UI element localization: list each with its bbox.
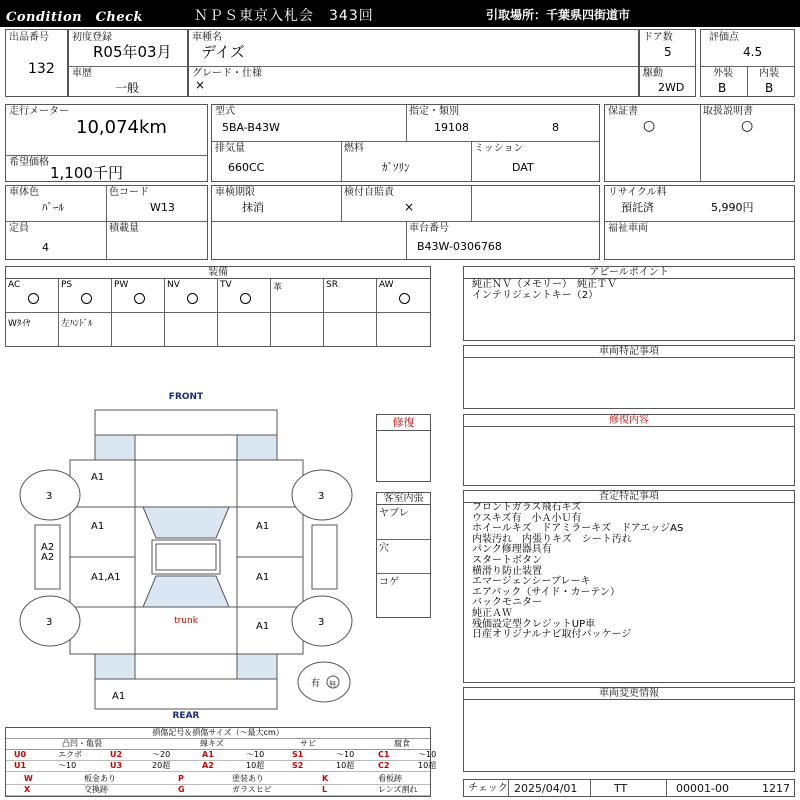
legend-row bbox=[6, 785, 430, 796]
vehicle-name: デイズ bbox=[201, 43, 245, 61]
lot-number-box: 出品番号 132 bbox=[5, 29, 68, 97]
mark-door-rl: A1,A1 bbox=[91, 572, 121, 583]
equipment-item bbox=[377, 279, 430, 313]
note-line: ウスキズ有 小Ａ小Ｕ有 bbox=[472, 512, 582, 524]
check-number: 1217 bbox=[762, 782, 790, 795]
equipment-key: PS bbox=[61, 280, 73, 290]
check-date: 2025/04/01 bbox=[514, 782, 578, 795]
auction-title: ＮＰＳ東京入札会 343回 bbox=[194, 8, 374, 24]
insurance-mark: × bbox=[404, 200, 415, 214]
desired-price: 1,100千円 bbox=[50, 164, 123, 182]
legend-text: エクボ bbox=[58, 750, 82, 759]
mark-tire-fl: 3 bbox=[46, 491, 53, 502]
cabin-item: コゲ bbox=[379, 577, 399, 588]
legend-text: 20超 bbox=[152, 761, 171, 770]
score-box: 評価点 4.5 外装 B 内装 B bbox=[700, 29, 795, 97]
mileage-box: 走行メーター 10,074km 希望価格 1,100千円 bbox=[5, 104, 208, 182]
repair-detail-title: 修復内容 bbox=[464, 415, 794, 427]
cabin-box bbox=[376, 492, 431, 618]
front-label: FRONT bbox=[168, 392, 204, 402]
note-line: 内装汚れ 内張りキズ シート汚れ bbox=[472, 533, 632, 545]
special-box bbox=[463, 345, 795, 409]
note-line: バックモニター bbox=[472, 597, 542, 609]
cabin-item: ヤブレ bbox=[379, 508, 409, 519]
score: 4.5 bbox=[743, 45, 763, 59]
legend-code: C2 bbox=[378, 761, 390, 770]
legend-title: 損傷記号＆損傷サイズ（～最大cm） bbox=[6, 728, 430, 739]
designation-number: 19108 bbox=[434, 121, 469, 134]
inspection-notes-lines bbox=[472, 503, 683, 641]
manual-mark: ○ bbox=[741, 118, 754, 134]
legend-code: P bbox=[178, 774, 184, 783]
warranty-box: 保証書 ○ 取扱説明書 ○ bbox=[604, 104, 795, 182]
trunk-label: trunk bbox=[174, 616, 198, 626]
legend-code: U3 bbox=[110, 761, 123, 770]
displacement: 660CC bbox=[228, 161, 265, 174]
fuel: ｶﾞｿﾘﾝ bbox=[382, 161, 410, 174]
repair-title: 修復 bbox=[377, 415, 430, 431]
color-code: W13 bbox=[150, 201, 175, 214]
mark-door-fr: A1 bbox=[256, 521, 270, 532]
exterior-grade: B bbox=[718, 81, 727, 95]
legend-row bbox=[6, 750, 437, 761]
model-box: 型式 5BA-B43W 指定・類別 19108 8 排気量 660CC 燃料 ｶﾞｿﾘﾝ ミッション DAT bbox=[211, 104, 600, 182]
legend-text: 看板跡 bbox=[378, 774, 402, 783]
recycle-box: リサイクル料 預託済 5,990円 福祉車両 bbox=[604, 185, 795, 260]
special-title: 車両特記事項 bbox=[464, 346, 794, 358]
legend-heads: 凸凹・亀裂 線キズ サビ 腐食 bbox=[6, 739, 430, 750]
legend-row bbox=[6, 761, 437, 772]
vehicle-name-box: 車種名 デイズ グレード・仕様 × bbox=[188, 29, 639, 97]
mark-hood-left: A1 bbox=[91, 472, 105, 483]
legend-code: L bbox=[322, 785, 328, 794]
doors-box: ドア数 5 駆動 2WD bbox=[639, 29, 696, 97]
legend-row bbox=[6, 774, 430, 785]
equipment-item bbox=[112, 279, 165, 313]
note-line: 残価設定型クレジットUP車 bbox=[472, 618, 596, 630]
note-line: エアバック（サイド・カーテン） bbox=[472, 586, 620, 598]
lot-number: 132 bbox=[28, 61, 55, 77]
legend-code: U0 bbox=[14, 750, 27, 759]
mileage: 10,074km bbox=[76, 117, 167, 138]
legend-code: A2 bbox=[202, 761, 214, 770]
change-info-title: 車両変更情報 bbox=[464, 688, 794, 700]
legend-code: A1 bbox=[202, 750, 214, 759]
legend-code: U2 bbox=[110, 750, 123, 759]
model-code: 5BA-B43W bbox=[222, 121, 280, 134]
repair-box bbox=[376, 414, 431, 482]
equipment-box bbox=[5, 266, 431, 347]
equipment-present-mark bbox=[81, 293, 92, 304]
cabin-title: 客室内張 bbox=[377, 493, 430, 505]
legend-text: レンズ割れ bbox=[378, 785, 418, 794]
legend-text: 10超 bbox=[336, 761, 355, 770]
equipment-key: SR bbox=[326, 280, 338, 290]
equipment-key: PW bbox=[114, 280, 129, 290]
equipment-item bbox=[165, 279, 218, 313]
legend-text: 交換跡 bbox=[84, 785, 108, 794]
appeal-lines bbox=[472, 279, 617, 301]
chassis-number: B43W-0306768 bbox=[417, 240, 502, 253]
rear-label: REAR bbox=[172, 711, 200, 721]
mark-door-rr: A1 bbox=[256, 572, 270, 583]
legend-text: 板金あり bbox=[84, 774, 116, 783]
legend-code: U1 bbox=[14, 761, 27, 770]
mark-rear-bumper: A1 bbox=[112, 691, 126, 702]
appeal-box bbox=[463, 266, 795, 341]
damage-legend bbox=[5, 727, 437, 797]
equipment-item bbox=[59, 313, 112, 347]
equipment-item bbox=[112, 313, 165, 347]
first-reg-box: 初度登録 R05年03月 車歴 一般 bbox=[68, 29, 188, 97]
inspection-notes-box bbox=[463, 490, 795, 683]
equipment-item bbox=[6, 313, 59, 347]
equipment-key: Wﾀｲﾔ bbox=[8, 319, 31, 329]
cabin-item: 穴 bbox=[379, 543, 389, 554]
vehicle-history: 一般 bbox=[115, 81, 140, 95]
mark-quarter-r: A1 bbox=[256, 621, 270, 632]
equipment-title: 装備 bbox=[6, 267, 430, 279]
recycle-status: 預託済 bbox=[621, 201, 654, 214]
legend-code: C1 bbox=[378, 750, 390, 759]
footer-check: チェック 2025/04/01 TT 00001-00 1217 bbox=[463, 779, 795, 797]
recycle-amount: 5,990円 bbox=[711, 201, 754, 214]
note-line: 横滑り防止装置 bbox=[472, 565, 542, 577]
equipment-key: NV bbox=[167, 280, 180, 290]
mark-spare: 有 bbox=[311, 679, 321, 689]
legend-text: ガラスヒビ bbox=[232, 785, 272, 794]
equipment-item bbox=[59, 279, 112, 313]
equipment-item bbox=[271, 279, 324, 313]
checker: TT bbox=[614, 782, 628, 795]
legend-code: S2 bbox=[292, 761, 304, 770]
legend-text: ～10 bbox=[418, 750, 437, 759]
equipment-item bbox=[6, 279, 59, 313]
note-line: エマージェンシーブレーキ bbox=[472, 576, 591, 588]
equipment-item bbox=[324, 313, 377, 347]
doors: 5 bbox=[664, 45, 672, 59]
note-line: スタートボタン bbox=[472, 554, 542, 566]
equipment-item bbox=[377, 313, 430, 347]
inspection-expiry: 抹消 bbox=[242, 201, 264, 214]
body-color: ﾊﾟｰﾙ bbox=[42, 201, 64, 214]
legend-text: 10超 bbox=[418, 761, 437, 770]
interior-grade: B bbox=[765, 81, 774, 95]
equipment-item bbox=[218, 279, 271, 313]
mark-quarter-l-2: A2 bbox=[41, 552, 55, 563]
note-line: フロントガラス飛石キズ bbox=[472, 502, 582, 513]
condition-check-label: Condition Check bbox=[6, 10, 144, 25]
equipment-key: AW bbox=[379, 280, 394, 290]
inspection-notes-title: 査定特記事項 bbox=[464, 491, 794, 503]
note-line: パンク修理器具有 bbox=[472, 544, 552, 556]
first-registration: R05年03月 bbox=[93, 43, 172, 61]
equipment-key: AC bbox=[8, 280, 21, 290]
mark-tire-fr: 3 bbox=[318, 491, 325, 502]
equipment-present-mark bbox=[187, 293, 198, 304]
mark-door-fl: A1 bbox=[91, 521, 105, 532]
category-number: 8 bbox=[552, 121, 559, 134]
drive: 2WD bbox=[658, 81, 685, 94]
legend-code: K bbox=[322, 774, 329, 783]
mark-quarter-l-1: A2 bbox=[41, 542, 55, 553]
legend-code: W bbox=[24, 774, 33, 783]
equipment-present-mark bbox=[28, 293, 39, 304]
transmission: DAT bbox=[512, 161, 534, 174]
repair-detail-box bbox=[463, 414, 795, 486]
inspection-box: 車検期限 抹消 検付自賠責 × 車台番号 B43W-0306768 bbox=[211, 185, 600, 260]
legend-code: X bbox=[24, 785, 31, 794]
appeal-title: アピールポイント bbox=[464, 267, 794, 279]
legend-text: 塗装あり bbox=[232, 774, 264, 783]
car-diagram bbox=[0, 388, 440, 723]
equipment-key: 革 bbox=[273, 283, 283, 293]
note-line: インテリジェントキー（2） bbox=[472, 290, 599, 301]
legend-text: ～10 bbox=[58, 761, 77, 770]
equipment-item bbox=[271, 313, 324, 347]
note-line: 純正ＡＷ bbox=[472, 607, 512, 619]
header-bar bbox=[0, 0, 800, 27]
equipment-present-mark bbox=[240, 293, 251, 304]
check-code: 00001-00 bbox=[676, 782, 729, 795]
change-info-box bbox=[463, 687, 795, 772]
mark-tire-rl: 3 bbox=[46, 617, 53, 628]
note-line: 日産オリジナルナビ取付パッケージ bbox=[472, 629, 632, 641]
mark-tire-rr: 3 bbox=[318, 617, 325, 628]
grade: × bbox=[195, 78, 206, 92]
color-box: 車体色 ﾊﾟｰﾙ 色コード W13 定員 4 積載量 bbox=[5, 185, 208, 260]
equipment-item bbox=[324, 279, 377, 313]
equipment-present-mark bbox=[134, 293, 145, 304]
legend-code: G bbox=[178, 785, 185, 794]
note-line: ホイールキズ ドアミラーキズ ドアエッジAS bbox=[472, 523, 684, 535]
note-line: 純正ＮＶ（メモリー） 純正ＴＶ bbox=[472, 279, 617, 290]
legend-text: ～10 bbox=[246, 750, 265, 759]
pickup-location: 引取場所：千葉県四街道市 bbox=[486, 8, 631, 22]
equipment-key: TV bbox=[220, 280, 232, 290]
legend-text: 10超 bbox=[246, 761, 265, 770]
equipment-present-mark bbox=[399, 293, 410, 304]
legend-text: ～20 bbox=[152, 750, 171, 759]
equipment-item bbox=[165, 313, 218, 347]
legend-text: ～10 bbox=[336, 750, 355, 759]
svg-text:無: 無 bbox=[329, 680, 336, 688]
equipment-key: 左ﾊﾝﾄﾞﾙ bbox=[61, 319, 93, 329]
warranty-mark: ○ bbox=[643, 118, 656, 134]
equipment-item bbox=[218, 313, 271, 347]
legend-code: S1 bbox=[292, 750, 304, 759]
capacity: 4 bbox=[42, 241, 49, 254]
